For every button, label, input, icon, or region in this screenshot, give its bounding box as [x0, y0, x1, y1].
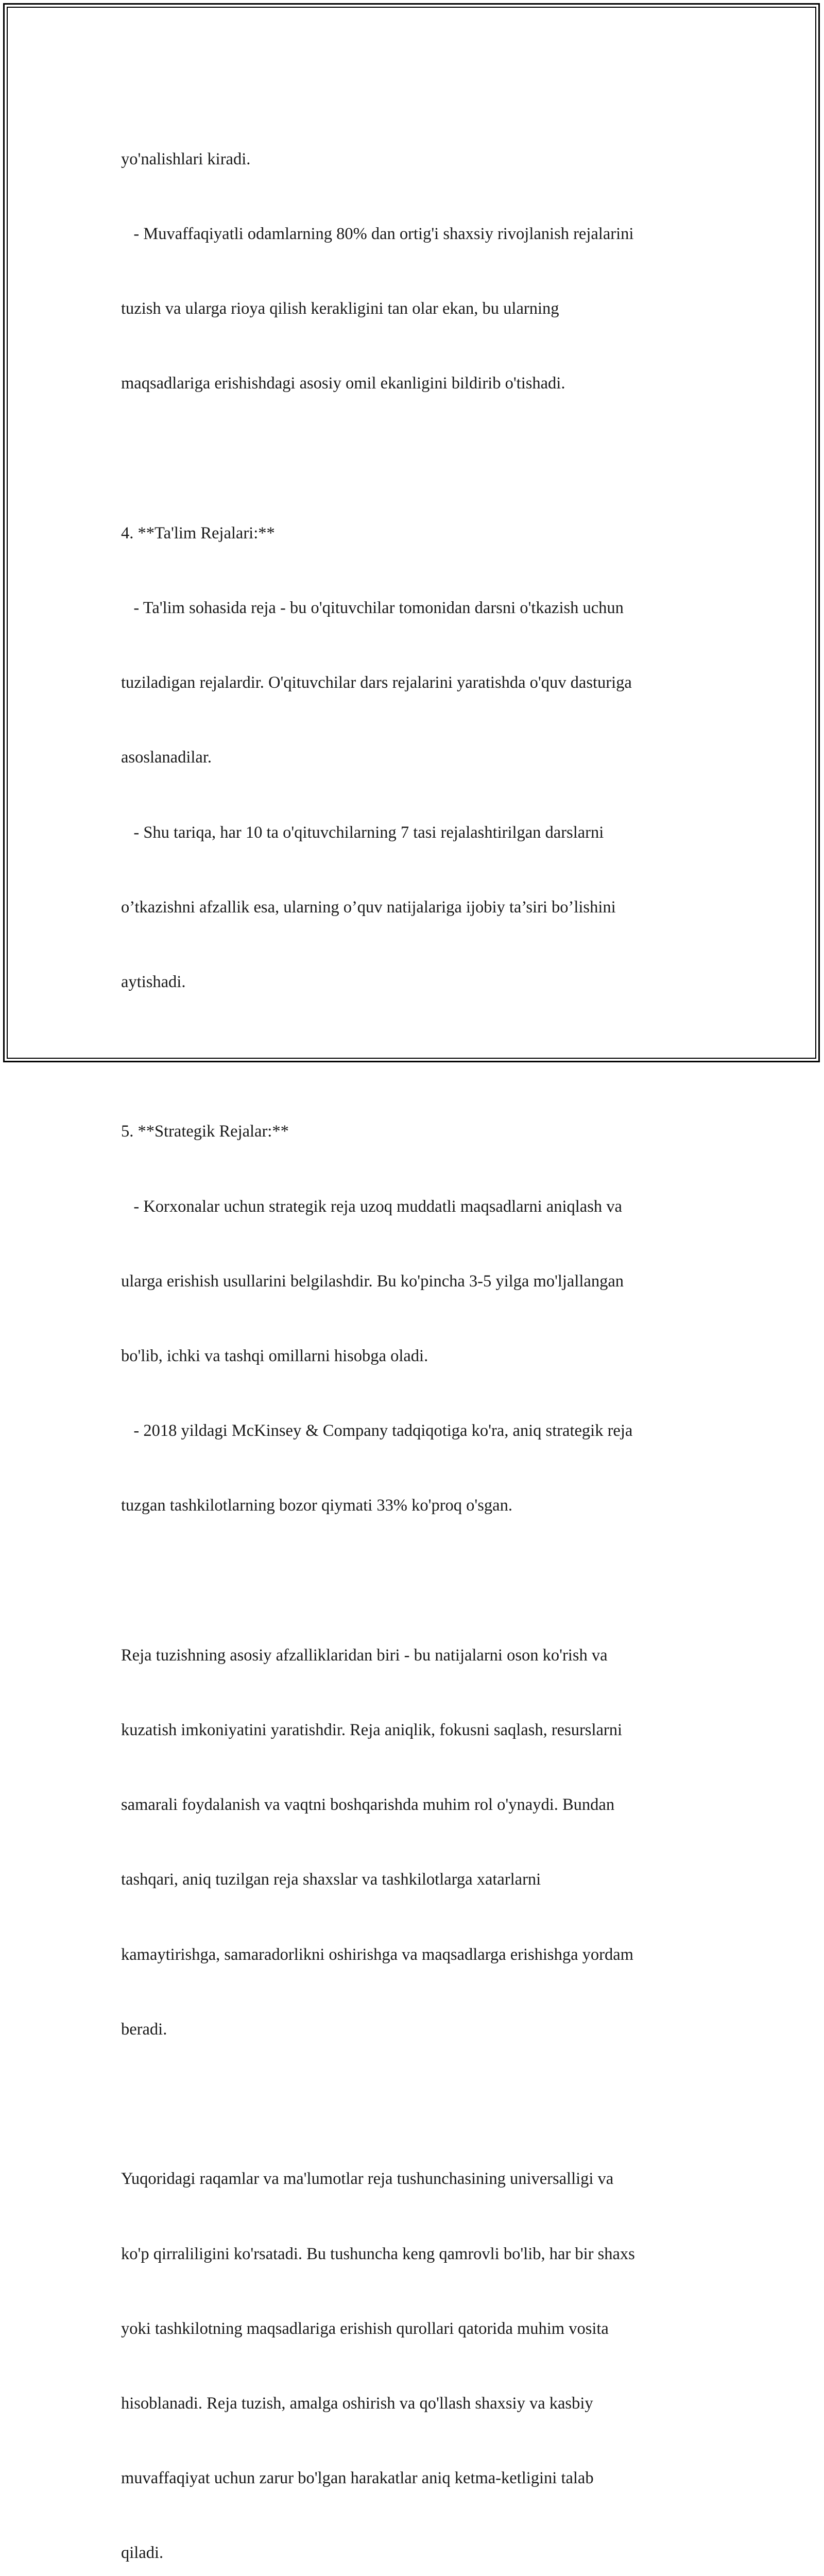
text-line: - 2018 yildagi McKinsey & Company tadqiqotiga ko'ra, aniq strategik reja — [121, 1421, 633, 1440]
text-line: - Ta'lim sohasida reja - bu o'qituvchilar tomonidan darsni o'tkazish uchun — [121, 599, 624, 618]
document-body — [121, 97, 713, 2576]
section-heading: 4. **Ta'lim Rejalari:** — [121, 523, 275, 543]
text-line: qiladi. — [121, 2544, 164, 2563]
text-line: - Korxonalar uchun strategik reja uzoq muddatli maqsadlarni aniqlash va — [121, 1197, 622, 1216]
text-line: - Shu tariqa, har 10 ta o'qituvchilarning 7 tasi rejalashtirilgan darslarni — [121, 823, 604, 842]
blank-line — [121, 446, 713, 471]
text-line: aytishadi. — [121, 973, 186, 992]
blank-line — [121, 2092, 713, 2116]
text-line: muvaffaqiyat uchun zarur bo'lgan harakatlar aniq ketma-ketligini talab — [121, 2469, 594, 2488]
text-line: beradi. — [121, 2020, 167, 2039]
blank-line — [121, 1568, 713, 1593]
text-line: maqsadlariga erishishdagi asosiy omil ekanligini bildirib o'tishadi. — [121, 374, 565, 393]
text-line: hisoblanadi. Reja tuzish, amalga oshirish va qo'llash shaxsiy va kasbiy — [121, 2394, 593, 2413]
text-line: tuzgan tashkilotlarning bozor qiymati 33% ko'proq o'sgan. — [121, 1496, 512, 1515]
text-line: tashqari, aniq tuzilgan reja shaxslar va tashkilotlarga xatarlarni — [121, 1870, 541, 1889]
text-line: kuzatish imkoniyatini yaratishdir. Reja aniqlik, fokusni saqlash, resurslarni — [121, 1721, 623, 1740]
text-line: yoki tashkilotning maqsadlariga erishish qurollari qatorida muhim vosita — [121, 2319, 609, 2338]
text-line: samarali foydalanish va vaqtni boshqarishda muhim rol o'ynaydi. Bundan — [121, 1795, 615, 1815]
blank-line — [121, 1044, 713, 1069]
section-heading: 5. **Strategik Rejalar:** — [121, 1122, 289, 1141]
text-line: asoslanadilar. — [121, 748, 212, 767]
text-line: tuziladigan rejalardir. O'qituvchilar dars rejalarini yaratishda o'quv dasturiga — [121, 673, 632, 692]
text-line: Yuqoridagi raqamlar va ma'lumotlar reja tushunchasining universalligi va — [121, 2170, 614, 2189]
text-line: ko'p qirraliligini ko'rsatadi. Bu tushuncha keng qamrovli bo'lib, har bir shaxs — [121, 2244, 635, 2263]
text-line: kamaytirishga, samaradorlikni oshirishga va maqsadlarga erishishga yordam — [121, 1945, 633, 1964]
text-line: - Muvaffaqiyatli odamlarning 80% dan ortig'i shaxsiy rivojlanish rejalarini — [121, 225, 634, 244]
text-line: yo'nalishlari kiradi. — [121, 149, 251, 168]
text-line: tuzish va ularga rioya qilish kerakligini tan olar ekan, bu ularning — [121, 299, 559, 318]
text-line: bo'lib, ichki va tashqi omillarni hisobga oladi. — [121, 1347, 428, 1366]
text-line: Reja tuzishning asosiy afzalliklaridan biri - bu natijalarni oson ko'rish va — [121, 1646, 608, 1665]
text-line: o’tkazishni afzallik esa, ularning o’quv natijalariga ijobiy ta’siri bo’lishini — [121, 897, 616, 917]
text-line: ularga erishish usullarini belgilashdir. Bu ko'pincha 3-5 yilga mo'ljallangan — [121, 1272, 624, 1291]
